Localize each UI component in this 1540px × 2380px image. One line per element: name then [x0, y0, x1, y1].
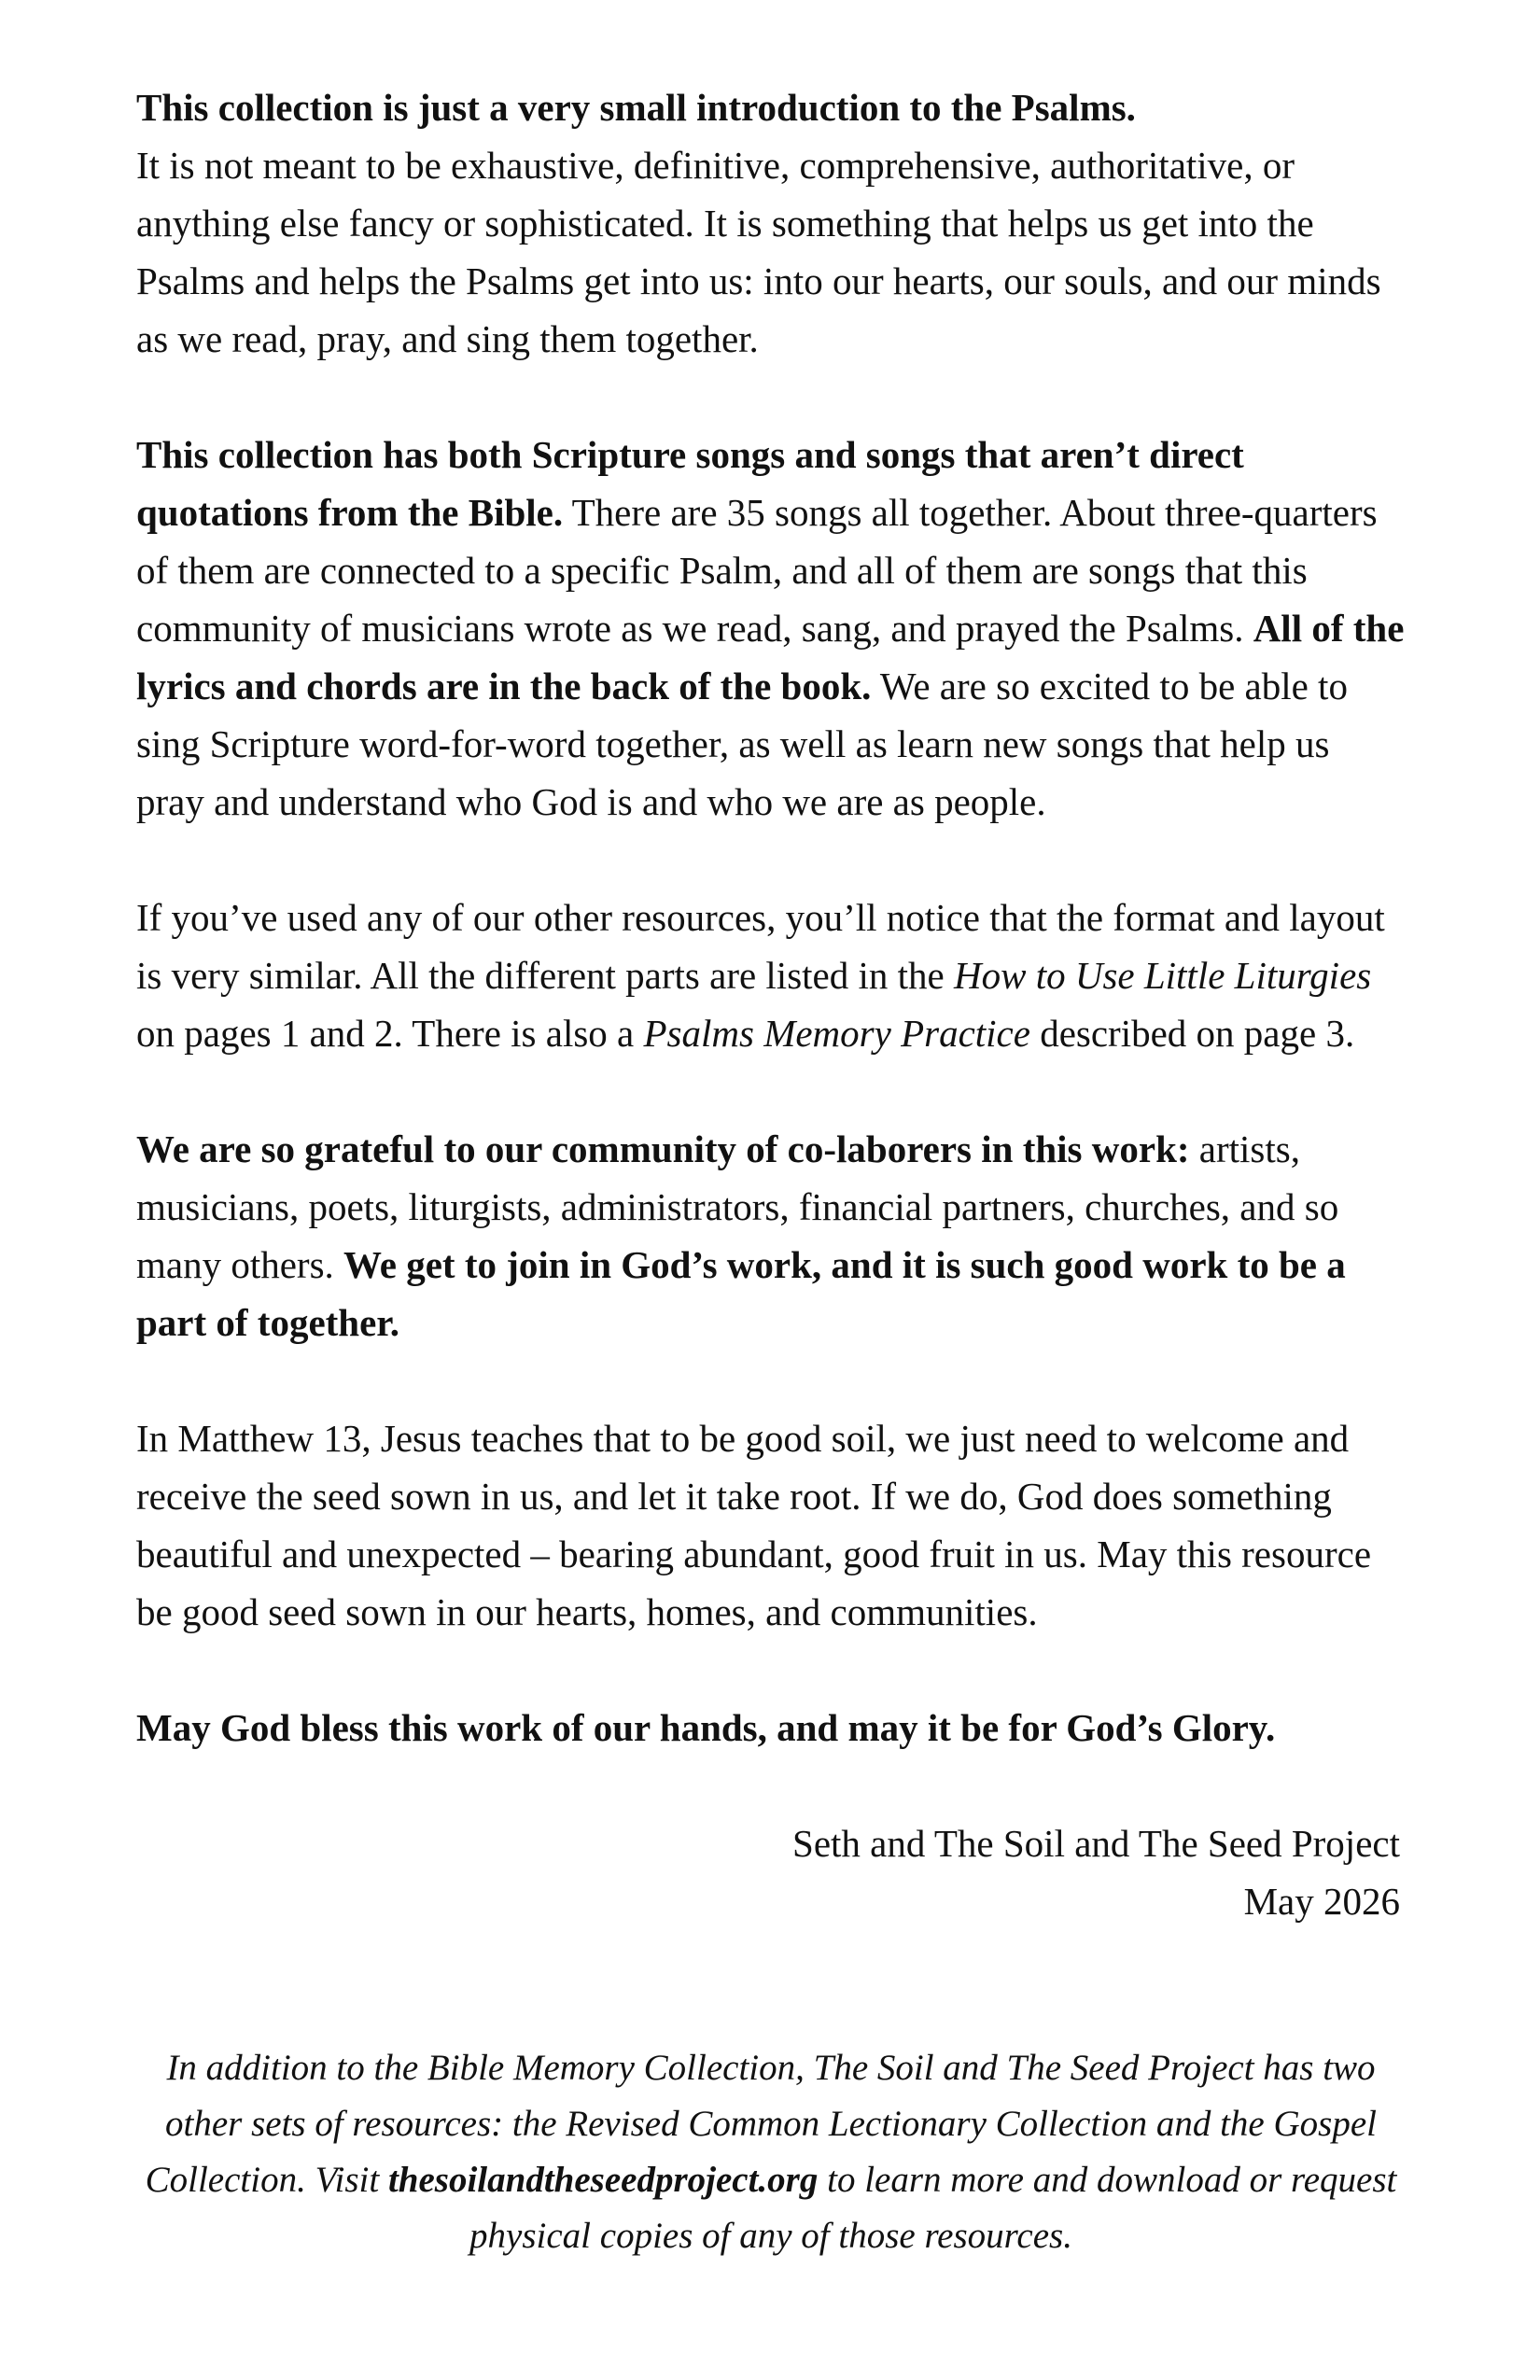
format-paragraph — [136, 889, 1406, 1062]
intro-paragraph — [136, 78, 1406, 368]
songs-paragraph — [136, 426, 1406, 831]
footer-text-1: In addition to the Bible Memory Collection, The Soil and The Seed Project has two other sets of resources: the Revised Common Lectionary Collection and the Gospel Collection. Visit — [145, 2048, 1377, 2200]
format-text-1: If you’ve used any of our other resources, you’ll notice that the format and layout is very similar. All the different parts are listed in the — [136, 896, 1385, 997]
how-to-use-title: How to Use Little Liturgies — [953, 954, 1372, 997]
memory-practice-title: Psalms Memory Practice — [643, 1012, 1030, 1055]
footer-text-2: to learn more and download or request physical copies of any of those resources. — [469, 2160, 1397, 2256]
grateful-end: We get to join in God’s work, and it is such good work to be a part of together. — [136, 1243, 1346, 1344]
format-text-3: described on page 3. — [1029, 1012, 1355, 1055]
grateful-body: artists, musicians, poets, liturgists, administrators, financial partners, churches, and so many others. — [136, 1127, 1339, 1286]
matthew-paragraph — [136, 1409, 1406, 1641]
signature-author: Seth and The Soil and The Seed Project — [792, 1822, 1400, 1865]
intro-body: It is not meant to be exhaustive, definitive, comprehensive, authoritative, or anything else fancy or sophisticated. It is something that helps us get into the Psalms and helps the Psalms get into us: into our hearts, our souls, and our minds as we read, pray, and sing them together. — [136, 144, 1381, 360]
matthew-body: In Matthew 13, Jesus teaches that to be good soil, we just need to welcome and receive the seed sown in us, and let it take root. If we do, God does something beautiful and unexpected – bearing abundant, good fruit in us. May this resource be good seed sown in our hearts, homes, and communities. — [136, 1417, 1372, 1633]
songs-lead: This collection has both Scripture songs and songs that aren’t direct quotations from the Bible. — [136, 433, 1244, 534]
songs-lyrics-note: All of the lyrics and chords are in the back of the book. — [136, 607, 1405, 707]
format-text-2: on pages 1 and 2. There is also a — [136, 1012, 644, 1055]
page-body — [136, 78, 1406, 1930]
songs-body-1: There are 35 songs all together. About three-quarters of them are connected to a specific Psalm, and all of them are songs that this community of musicians wrote as we read, sang, and prayed the Psalms. — [136, 491, 1378, 650]
intro-lead: This collection is just a very small introduction to the Psalms. — [136, 86, 1136, 129]
songs-body-2: We are so excited to be able to sing Scripture word-for-word together, as well as learn new songs that help us pray and understand who God is and who we are as people. — [136, 665, 1348, 823]
grateful-paragraph — [136, 1120, 1406, 1351]
closing-blessing: May God bless this work of our hands, and may it be for God’s Glory. — [136, 1706, 1276, 1749]
footer-note — [136, 2040, 1406, 2264]
grateful-lead: We are so grateful to our community of co-laborers in this work: — [136, 1127, 1190, 1170]
signature-block — [136, 1814, 1406, 1930]
website-link[interactable]: thesoilandtheseedproject.org — [387, 2160, 819, 2200]
signature-date: May 2026 — [1243, 1880, 1400, 1923]
